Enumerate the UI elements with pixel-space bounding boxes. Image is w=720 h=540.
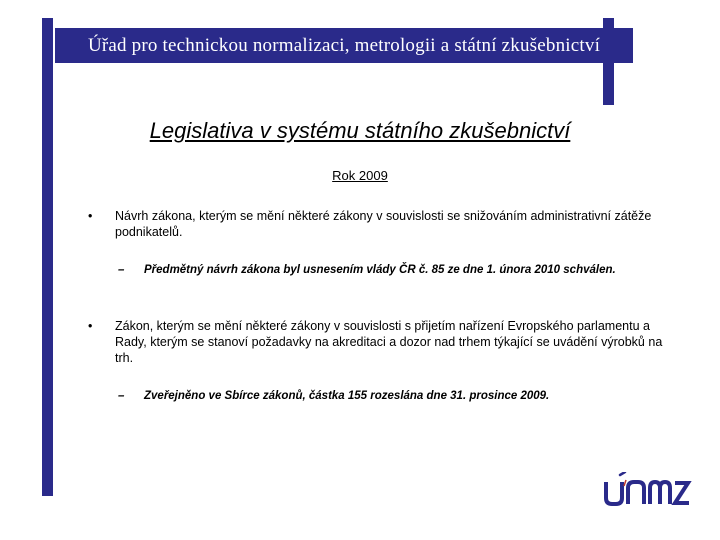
sub-bullet-marker: – xyxy=(118,264,125,276)
bullet-marker: • xyxy=(88,319,93,333)
sub-bullet-text: Zveřejněno ve Sbírce zákonů, částka 155 rozeslána dne 31. prosince 2009. xyxy=(144,390,550,402)
bullet-marker: • xyxy=(88,209,93,223)
sub-bullet-text: Předmětný návrh zákona byl usnesením vlády ČR č. 85 ze dne 1. února 2010 schválen. xyxy=(144,264,616,276)
sub-bullet-marker: – xyxy=(118,390,125,402)
bullet-text: Návrh zákona, kterým se mění některé zákony v souvislosti se snižováním administrativní zátěže podnikatelů. xyxy=(115,209,652,239)
left-accent-bar xyxy=(42,18,53,496)
unmz-logo xyxy=(600,472,692,508)
slide-title: Legislativa v systému státního zkušebnictví xyxy=(149,118,571,143)
bullet-text: Zákon, kterým se mění některé zákony v souvislosti s přijetím nařízení Evropského parlamentu a Rady, kterým se stanoví požadavky na akreditaci a dozor nad trhem týkající se uvádění výrobků na trh. xyxy=(115,319,663,365)
slide-subtitle: Rok 2009 xyxy=(332,168,388,183)
header-title: Úřad pro technickou normalizaci, metrologii a státní zkušebnictví xyxy=(87,34,601,56)
header-band xyxy=(55,28,633,63)
